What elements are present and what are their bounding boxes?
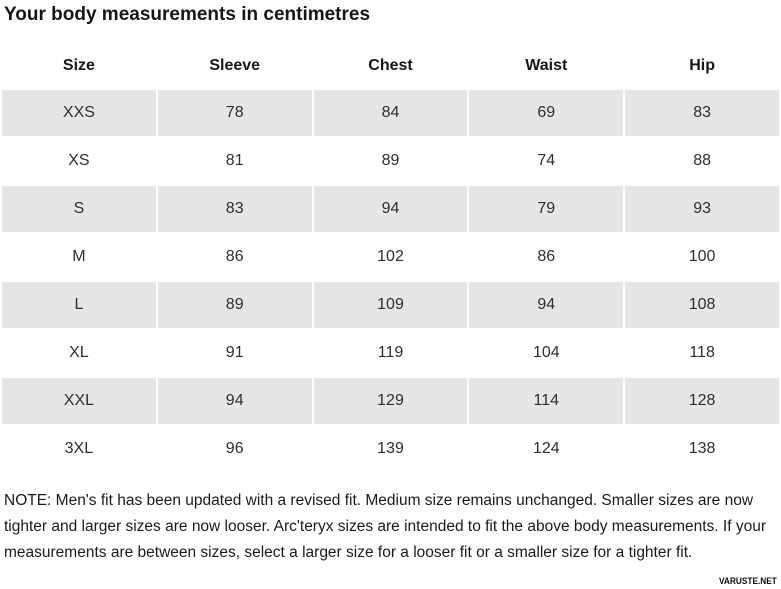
hip-cell: 118 (624, 329, 780, 377)
column-header-sleeve: Sleeve (157, 42, 313, 89)
size-cell: M (1, 233, 157, 281)
sleeve-cell: 91 (157, 329, 313, 377)
chest-cell: 109 (313, 281, 469, 329)
size-cell: XS (1, 137, 157, 185)
waist-cell: 86 (468, 233, 624, 281)
header-row (1, 42, 780, 89)
hip-cell: 88 (624, 137, 780, 185)
hip-cell: 83 (624, 89, 780, 137)
sleeve-cell: 83 (157, 185, 313, 233)
column-header-hip: Hip (624, 42, 780, 89)
waist-cell: 114 (468, 377, 624, 425)
note-text: NOTE: Men's fit has been updated with a revised fit. Medium size remains unchanged. Smaller sizes are now tighter and larger sizes are now looser. Arc'teryx sizes are intended to fit the above body measurements. If your measurements are between sizes, select a larger size for a looser fit or a smaller size for a tighter fit. (4, 492, 766, 561)
table-row-xxl (1, 377, 780, 425)
column-header-size: Size (1, 42, 157, 89)
waist-cell: 124 (468, 425, 624, 473)
column-header-chest: Chest (313, 42, 469, 89)
hip-cell: 138 (624, 425, 780, 473)
hip-cell: 100 (624, 233, 780, 281)
column-header-waist: Waist (468, 42, 624, 89)
size-table (0, 41, 781, 474)
chest-cell: 94 (313, 185, 469, 233)
waist-cell: 104 (468, 329, 624, 377)
sleeve-cell: 89 (157, 281, 313, 329)
chest-cell: 89 (313, 137, 469, 185)
chest-cell: 139 (313, 425, 469, 473)
chest-cell: 129 (313, 377, 469, 425)
table-row-xs (1, 137, 780, 185)
table-row-3xl (1, 425, 780, 473)
size-cell: XL (1, 329, 157, 377)
page-title: Your body measurements in centimetres (4, 4, 371, 25)
hip-cell: 108 (624, 281, 780, 329)
waist-cell: 79 (468, 185, 624, 233)
hip-cell: 93 (624, 185, 780, 233)
table-row-s (1, 185, 780, 233)
table-row-l (1, 281, 780, 329)
size-cell: XXL (1, 377, 157, 425)
table-row-xl (1, 329, 780, 377)
table-row-xxs (1, 89, 780, 137)
size-cell: 3XL (1, 425, 157, 473)
hip-cell: 128 (624, 377, 780, 425)
waist-cell: 94 (468, 281, 624, 329)
chest-cell: 102 (313, 233, 469, 281)
waist-cell: 74 (468, 137, 624, 185)
size-cell: XXS (1, 89, 157, 137)
size-cell: L (1, 281, 157, 329)
chest-cell: 119 (313, 329, 469, 377)
waist-cell: 69 (468, 89, 624, 137)
sleeve-cell: 94 (157, 377, 313, 425)
watermark: VARUSTE.NET (719, 576, 777, 586)
sleeve-cell: 86 (157, 233, 313, 281)
table-row-m (1, 233, 780, 281)
sleeve-cell: 81 (157, 137, 313, 185)
sleeve-cell: 96 (157, 425, 313, 473)
size-cell: S (1, 185, 157, 233)
sleeve-cell: 78 (157, 89, 313, 137)
chest-cell: 84 (313, 89, 469, 137)
